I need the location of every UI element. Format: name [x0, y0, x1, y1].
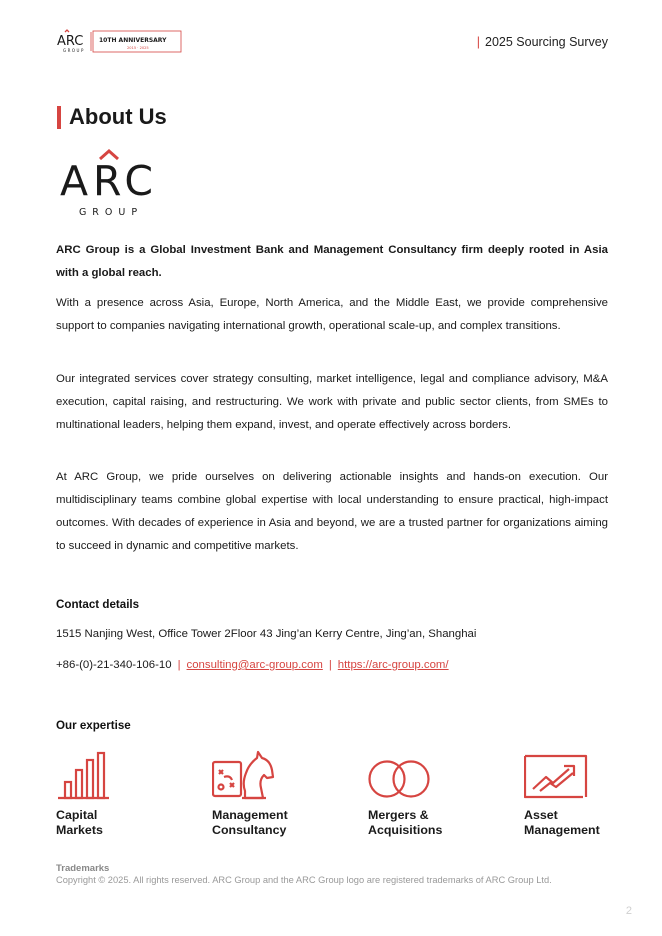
expertise-heading: Our expertise [56, 719, 131, 732]
strategy-knight-icon [212, 750, 276, 802]
survey-title-accent: | [476, 35, 480, 49]
trademarks-title: Trademarks [56, 863, 110, 874]
contact-address: 1515 Nanjing West, Office Tower 2Floor 43 Jing’an Kerry Centre, Jing’an, Shanghai [56, 628, 477, 640]
expertise-label-line1: Capital [56, 808, 98, 822]
expertise-label-line2: Markets [56, 823, 103, 837]
about-paragraph-2: Our integrated services cover strategy consulting, market intelligence, legal and compliance advisory, M&A execution, capital raising, and restructuring. We work with private and public sector clients, from SMEs to multinational leaders, helping them expand, invest, and operate effectively across borders. [56, 373, 608, 431]
expertise-label-line1: Asset [524, 808, 558, 822]
expertise-label-line2: Acquisitions [368, 823, 443, 837]
expertise-label [212, 808, 352, 838]
expertise-asset-management [524, 750, 662, 838]
contact-phone: +86-(0)-21-340-106-10 [56, 659, 172, 671]
expertise-label [368, 808, 508, 838]
expertise-mergers-acquisitions [368, 750, 508, 838]
arc-logo-graphic [56, 148, 162, 218]
contact-website-link[interactable]: https://arc-group.com/ [337, 659, 449, 671]
section-title-text: About Us [69, 104, 167, 129]
bar-chart-icon [56, 750, 120, 802]
expertise-management-consultancy [212, 750, 352, 838]
growth-chart-icon [524, 750, 588, 802]
expertise-capital-markets [56, 750, 196, 838]
contact-email-link[interactable]: consulting@arc-group.com [186, 659, 323, 671]
header-logo-sub: GROUP [63, 48, 85, 53]
contact-separator-2: | [328, 659, 332, 671]
about-paragraph-3: At ARC Group, we pride ourselves on delivering actionable insights and hands-on execution. Our multidisciplinary teams combine global expertise with local understanding to ensure practical, high-impact outcomes. With decades of experience in Asia and beyond, we are a trusted partner for organizations aiming to succeed in dynamic and competitive markets. [56, 471, 608, 552]
arc-group-logo [56, 148, 162, 218]
arc-anniversary-logo [57, 29, 187, 55]
about-paragraph-1: With a presence across Asia, Europe, North America, and the Middle East, we provide comprehensive support to companies navigating international growth, operational scale-up, and complex transitions. [56, 297, 608, 332]
section-title [57, 104, 167, 130]
anniversary-years: 2015 · 2025 [127, 46, 149, 50]
overlapping-circles-icon [368, 750, 432, 802]
section-title-accent [57, 106, 61, 129]
expertise-label-line1: Mergers & [368, 808, 429, 822]
expertise-label [524, 808, 662, 838]
expertise-label-line1: Management [212, 808, 288, 822]
contact-line [56, 659, 449, 671]
page-number: 2 [625, 905, 632, 917]
expertise-label-line2: Management [524, 823, 600, 837]
expertise-label-line2: Consultancy [212, 823, 287, 837]
expertise-label [56, 808, 196, 838]
logo-name: ARC [59, 157, 159, 205]
contact-heading: Contact details [56, 598, 140, 611]
contact-separator-1: | [177, 659, 181, 671]
logo-sub: GROUP [78, 207, 144, 218]
header-logo-text: ARC [57, 34, 84, 49]
survey-title-text: 2025 Sourcing Survey [485, 35, 608, 49]
survey-title [477, 35, 608, 49]
header-logo [57, 29, 187, 55]
trademarks-text: Copyright © 2025. All rights reserved. ARC Group and the ARC Group logo are registered trademarks of ARC Group Ltd. [56, 875, 552, 885]
anniversary-text: 10TH ANNIVERSARY [99, 37, 167, 44]
about-lead: ARC Group is a Global Investment Bank and Management Consultancy firm deeply rooted in Asia with a global reach. [56, 244, 608, 279]
